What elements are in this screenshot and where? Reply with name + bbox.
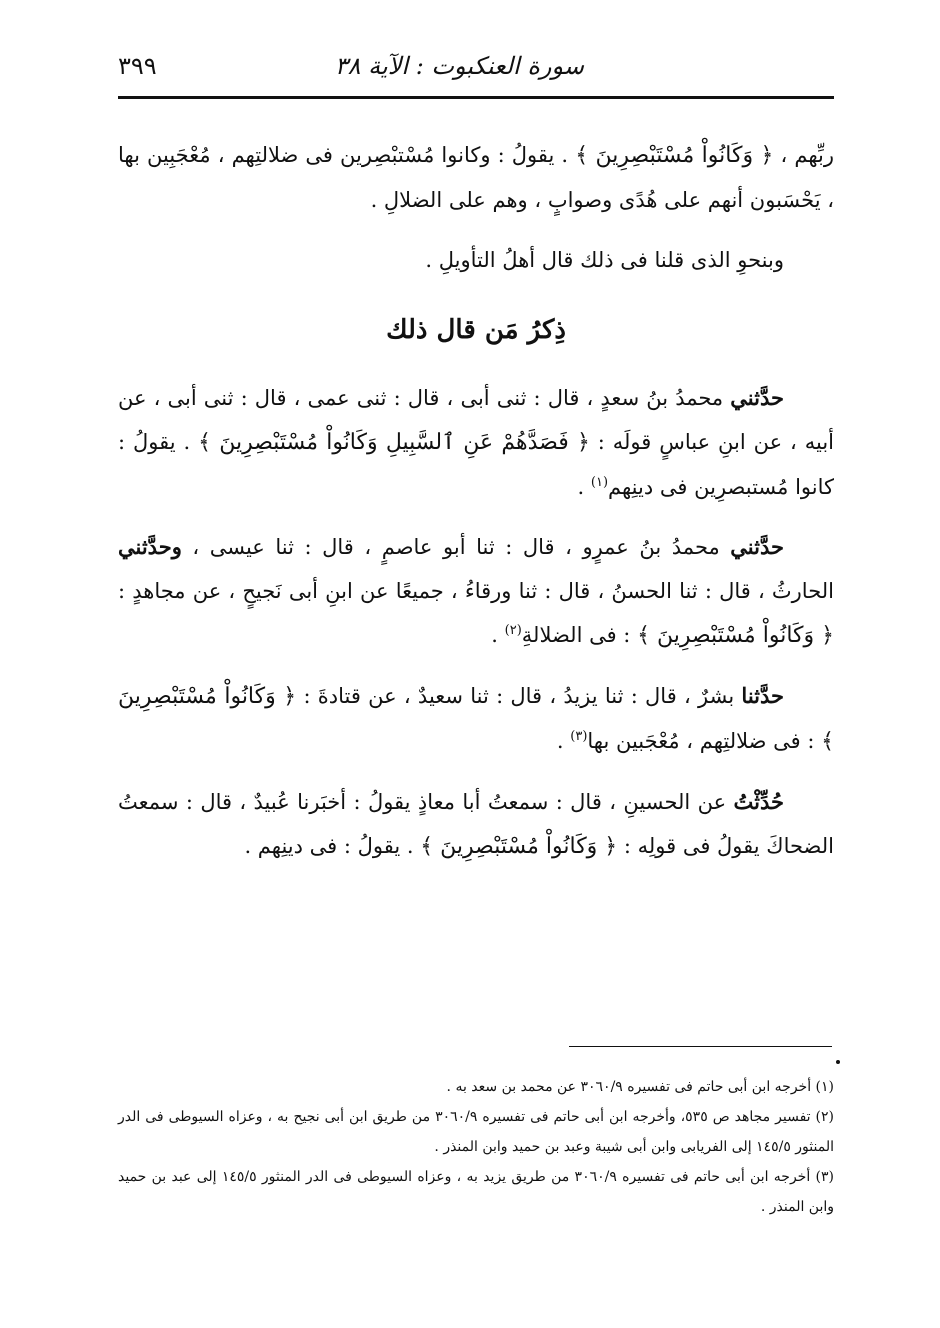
- p3-end: .: [577, 475, 591, 499]
- p5-text2: : فى ضلالتِهم ، مُعْجَبين بها: [587, 729, 822, 753]
- p4-text: محمدُ بنُ عمرٍو ، قال : ثنا أبو عاصمٍ ، قال : ثنا عيسى ،: [181, 535, 731, 559]
- quran-quote: ﴿ وَكَانُواْ مُسْتَبْصِرِينَ ﴾: [420, 834, 618, 859]
- quran-quote: ﴿ وَكَانُواْ مُسْتَبْصِرِينَ ﴾: [637, 623, 834, 648]
- footnote-1: (١) أخرجه ابن أبى حاتم فى تفسيره ٣٠٦٠/٩ عن محمد بن سعد به .: [446, 1079, 834, 1095]
- paragraph-5: [118, 674, 834, 764]
- p6-text: عن الحسينِ ، قال : سمعتُ أبا معاذٍ يقولُ : أخبَرنا عُبيدٌ ، قال : سمعتُ الضحاكَ يقولُ فى قولِه :: [118, 790, 834, 858]
- narration-lead: حدَّثني: [730, 534, 784, 559]
- main-text: [118, 133, 834, 885]
- quran-quote: ﴿ فَصَدَّهُمْ عَنِ ٱلسَّبِيلِ وَكَانُواْ مُسْتَبْصِرِينَ ﴾: [198, 430, 590, 455]
- page-number: ٣٩٩: [118, 52, 157, 80]
- p1-text2: . يقولُ : وكانوا مُسْتبْصِرين فى ضلالتِهم ، مُعْجَبِين بها ، يَحْسَبون أنهم على هُدًى وصوابٍ ، وهم على الضلالِ .: [118, 143, 834, 212]
- section-heading: ذِكرُ مَن قال ذلك: [386, 315, 566, 345]
- p4-text2: الحارثُ ، قال : ثنا الحسنُ ، قال : ثنا ورقاءُ ، جميعًا عن ابنِ أبى نَجيحٍ ، عن مجاهدٍ :: [118, 579, 834, 603]
- footnotes: [118, 1072, 834, 1222]
- footnote-ref-2[interactable]: (٢): [504, 623, 522, 638]
- p4-text3: : فى الضلالةِ: [521, 623, 638, 647]
- p4-end: .: [491, 623, 505, 647]
- paragraph-4: [118, 525, 834, 658]
- quran-quote: ﴿ وَكَانُواْ مُسْتَبْصِرِينَ ﴾: [118, 684, 834, 754]
- p1-text: ربِّهم ،: [773, 143, 834, 167]
- footnote-3: (٣) أخرجه ابن أبى حاتم فى تفسيره ٣٠٦٠/٩ من طريق يزيد به ، وعزاه السيوطى فى الدر المنثور ١٤٥/٥ إلى عبد بن حميد وابن المنذر .: [118, 1169, 834, 1215]
- paragraph-2: [118, 238, 834, 282]
- footnote-ref-3[interactable]: (٣): [570, 729, 588, 744]
- p2-text: وبنحوِ الذى قلنا فى ذلك قال أهلُ التأويلِ .: [425, 248, 784, 272]
- p5-text: بشرٌ ، قال : ثنا يزيدُ ، قال : ثنا سعيدٌ ، عن قتادةَ :: [296, 684, 742, 708]
- footnote-rule: [569, 1046, 832, 1047]
- narration-lead: حُدِّثْتُ: [733, 789, 784, 814]
- footnote-marker-dot: [836, 1060, 840, 1064]
- quran-quote: ﴿ وَكَانُواْ مُسْتَبْصِرِينَ ﴾: [575, 143, 774, 168]
- running-title: سورة العنكبوت : الآية ٣٨: [334, 52, 584, 80]
- p3-text: محمدُ بنُ سعدٍ ، قال : ثنى أبى ، قال : ثنى عمى ، قال : ثنى أبى ، عن أبيه ، عن ابنِ عباسٍ قولَه :: [118, 386, 834, 454]
- p5-end: .: [556, 729, 571, 753]
- paragraph-1: [118, 133, 834, 222]
- footnote-ref-1[interactable]: (١): [590, 475, 609, 490]
- p6-text2: . يقولُ : فى دينِهم .: [244, 834, 421, 858]
- narration-lead: حدَّثنا: [741, 683, 785, 708]
- footnote-2: (٢) تفسير مجاهد ص ٥٣٥، وأخرجه ابن أبى حاتم فى تفسيره ٣٠٦٠/٩ من طريق ابن أبى نجيح به ، وعزاه السيوطى فى الدر المنثور ١٤٥/٥ إلى الفريابى وابن أبى شيبة وعبد بن حميد وابن المنذر .: [118, 1109, 834, 1155]
- paragraph-3: [118, 376, 834, 509]
- paragraph-6: [118, 780, 834, 869]
- header-rule: [118, 96, 834, 99]
- p3-text2: . يقولُ : كانوا مُستبصرِين فى دينِهم: [118, 430, 834, 499]
- narration-lead-2: وحدَّثني: [118, 534, 182, 559]
- narration-lead: حدَّثني: [730, 385, 784, 410]
- running-header: [118, 52, 834, 92]
